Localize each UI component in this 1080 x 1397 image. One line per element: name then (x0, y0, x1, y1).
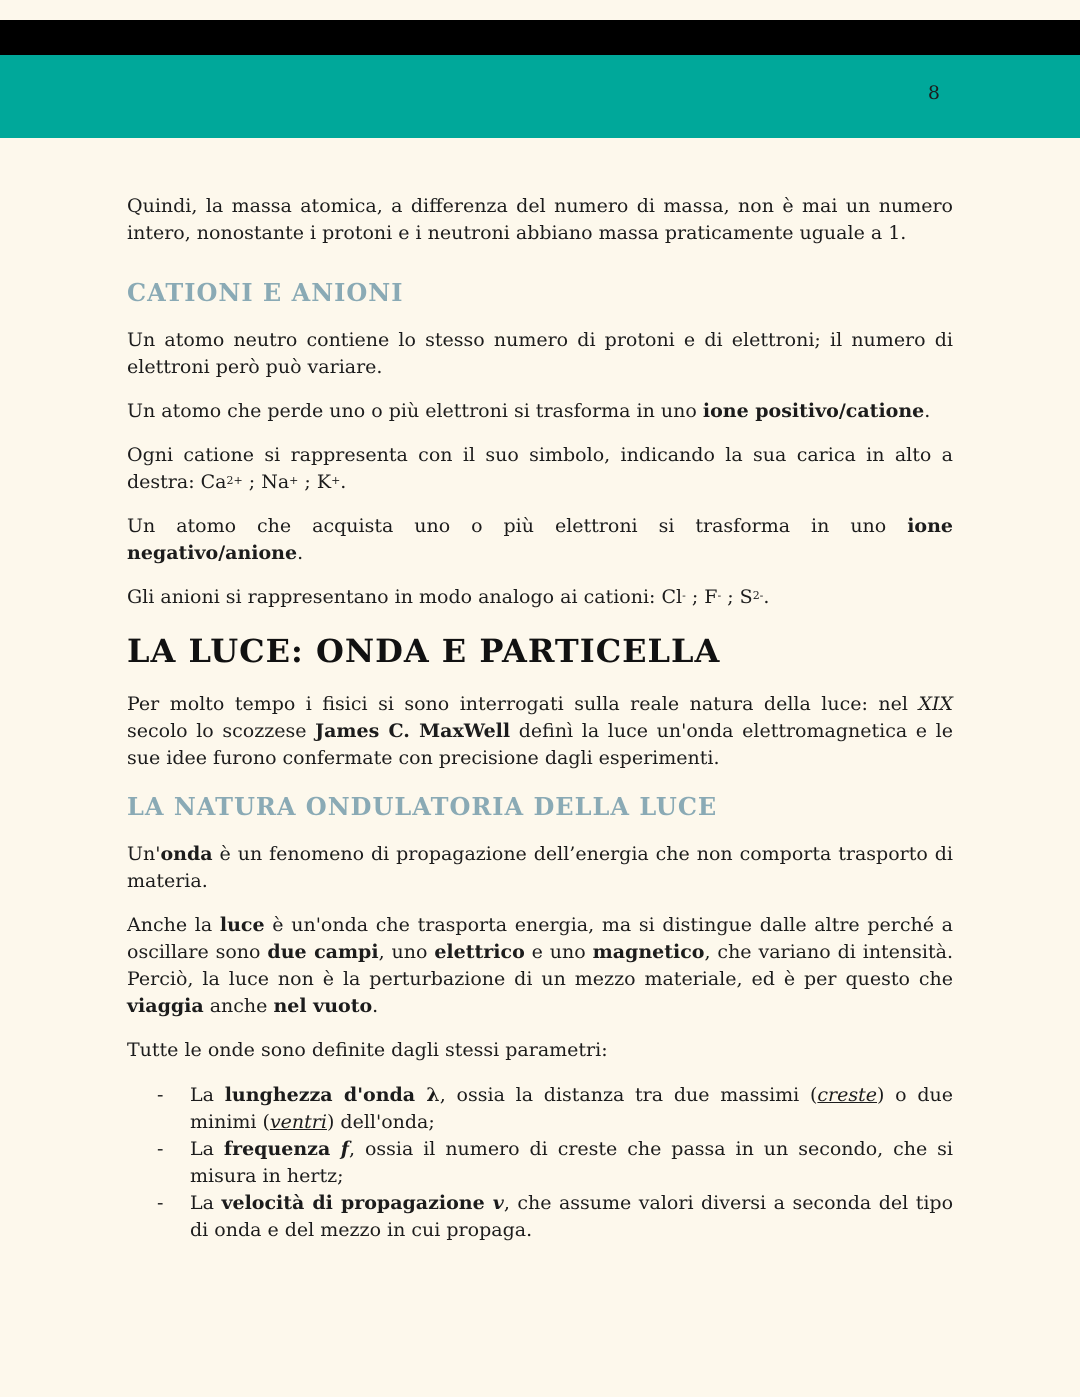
paragraph-parametri: Tutte le onde sono definite dagli stessi parametri: (127, 1039, 608, 1061)
page-number: 8 (927, 82, 940, 104)
paragraph-catione: Un atomo che perde uno o più elettroni si trasforma in uno ione positivo/catione. (127, 400, 931, 422)
list-item-lunghezza: - La lunghezza d'onda λ, ossia la distanza tra due massimi (creste) o due minimi (ventri) dell'onda; (157, 1084, 953, 1133)
heading-cationi-anioni: CATIONI E ANIONI (127, 278, 404, 307)
paragraph-anione-simbolo: Gli anioni si rappresentano in modo analogo ai cationi: Cl- ; F- ; $S^{2-}$. (127, 586, 770, 608)
intro-paragraph: Quindi, la massa atomica, a differenza del numero di massa, non è mai un numero intero, nonostante i protoni e i neutroni abbiano massa praticamente uguale a 1. (127, 195, 953, 244)
heading-natura-ondulatoria: LA NATURA ONDULATORIA DELLA LUCE (127, 792, 718, 821)
top-black-band (0, 20, 1080, 55)
paragraph-atomo-neutro: Un atomo neutro contiene lo stesso numero di protoni e di elettroni; il numero di elettroni però può variare. (127, 329, 953, 378)
paragraph-luce-storia: Per molto tempo i fisici si sono interrogati sulla reale natura della luce: nel XIX secolo lo scozzese James C. MaxWell definì la luce un'onda elettromagnetica e le sue idee furono confermate con precisione dagli esperimenti. (127, 693, 953, 769)
paragraph-luce-campi: Anche la luce è un'onda che trasporta energia, ma si distingue dalle altre perché a oscillare sono due campi, uno elettrico e uno magnetico, che variano di intensità. Perciò, la luce non è la perturbazione di un mezzo materiale, ed è per questo che viaggia anche nel vuoto. (127, 914, 953, 1017)
heading-luce: LA LUCE: ONDA E PARTICELLA (127, 632, 721, 670)
paragraph-catione-simbolo: Ogni catione si rappresenta con il suo simbolo, indicando la sua carica in alto a destra: $Ca^{2+}$ ; Na+ ; K+. (127, 444, 953, 493)
list-item-velocita: - La velocità di propagazione v, che assume valori diversi a seconda del tipo di onda e del mezzo in cui propaga. (157, 1192, 954, 1241)
paragraph-anione: Un atomo che acquista uno o più elettroni si trasforma in uno ione negativo/anione. (127, 515, 953, 564)
header-band (0, 55, 1080, 138)
page-content (127, 193, 953, 1244)
parametri-list (127, 1082, 953, 1244)
paragraph-onda: Un'onda è un fenomeno di propagazione dell’energia che non comporta trasporto di materia. (127, 843, 953, 892)
list-item-frequenza: - La frequenza f, ossia il numero di creste che passa in un secondo, che si misura in hertz; (157, 1138, 953, 1187)
